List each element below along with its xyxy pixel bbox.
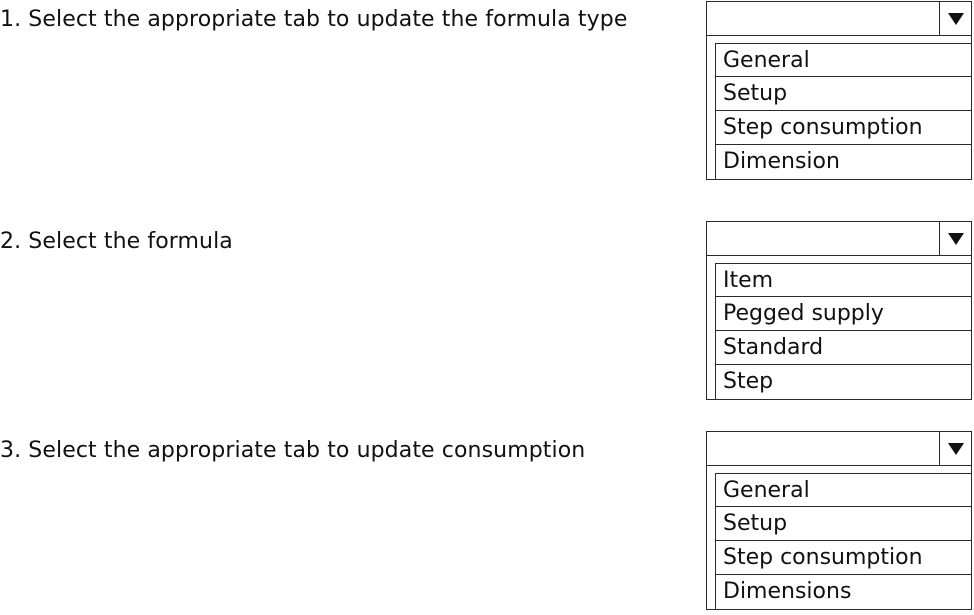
dropdown-arrow-icon[interactable] [939,222,971,255]
question-1-dropdown[interactable] [706,1,972,180]
question-2-dropdown[interactable] [706,221,972,400]
dropdown-arrow-icon[interactable] [939,2,971,35]
question-3-text: 3. Select the appropriate tab to update consumption [0,438,586,463]
question-1-options [707,36,971,179]
question-2-options [707,256,971,399]
question-3-options [707,466,971,609]
option-step-consumption[interactable]: Step consumption [715,111,971,145]
option-dimensions[interactable]: Dimensions [715,575,971,609]
option-step[interactable]: Step [715,365,971,399]
option-step-consumption[interactable]: Step consumption [715,541,971,575]
option-setup[interactable]: Setup [715,507,971,541]
option-general[interactable]: General [715,473,971,507]
option-item[interactable]: Item [715,263,971,297]
question-2-dropdown-header[interactable] [707,222,971,256]
question-3-dropdown[interactable] [706,431,972,610]
option-standard[interactable]: Standard [715,331,971,365]
question-1-dropdown-header[interactable] [707,2,971,36]
question-1-text: 1. Select the appropriate tab to update the formula type [0,7,628,32]
dropdown-arrow-icon[interactable] [939,432,971,465]
option-general[interactable]: General [715,43,971,77]
option-setup[interactable]: Setup [715,77,971,111]
option-dimension[interactable]: Dimension [715,145,971,179]
question-3-dropdown-header[interactable] [707,432,971,466]
option-pegged-supply[interactable]: Pegged supply [715,297,971,331]
question-2-text: 2. Select the formula [0,229,233,254]
